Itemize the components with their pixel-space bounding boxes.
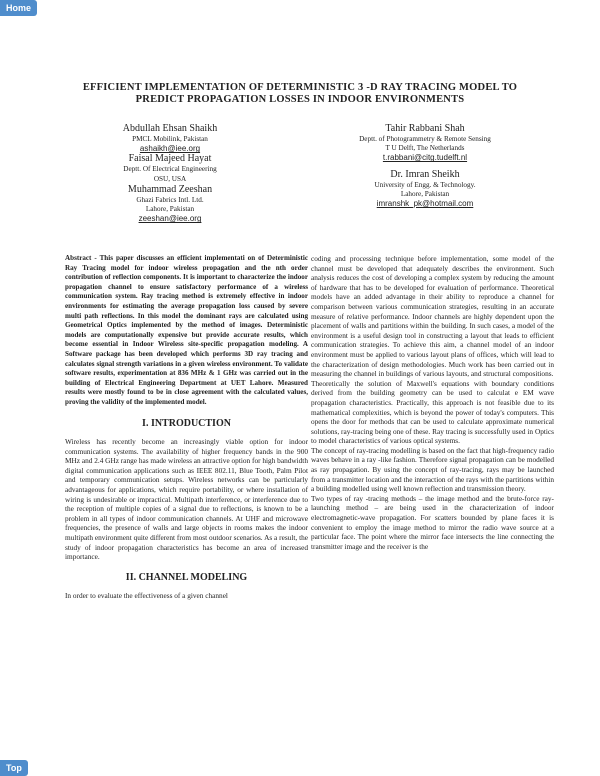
paper-title xyxy=(60,82,540,106)
body-paragraph: Theoretically the solution of Maxwell's equations with boundary conditions derived from the building geometry can be used to calculat e EM wave propagation characteristics. Practically, this approach is not feasible due to its mathematical complexities, which is beyond the power of today's computers. This opens the door for methods that can be used to calculate approximate numerical solutions, ray-tracing being one of these. Ray tracing is successfully used in Optics to model characteristics of various optical systems. xyxy=(311,378,554,446)
right-column xyxy=(311,254,554,551)
channel-modeling-text: In order to evaluate the effectiveness of a given channel xyxy=(65,591,228,601)
author-affiliation: Ghazi Fabrics Intl. Ltd. xyxy=(136,195,204,204)
author-affiliation: Deptt. of Photogrammetry & Remote Sensing xyxy=(359,135,491,143)
author-affiliation: Lahore, Pakistan xyxy=(145,205,195,214)
title-line-1: EFFICIENT IMPLEMENTATION OF DETERMINISTIC 3 -D RAY TRACING MODEL TO xyxy=(82,82,518,93)
abstract: Abstract - This paper discusses an efficient implementati on of Deterministic Ray Tracing model for indoor wireless propagation and the nth order contribution of reflection components. It is important to characterize the indoor propagation channel to ensure satisfactory performance of a wireless communication system. Ray tracing method is extremely effective in indoor environments for estimating the average propagation loss caused by severe multi path reflections. In this model the dominant rays are calculated using Geometrical Optics implemented by the method of images. Deterministic models are computationally expensive but provide accurate results, which become essential in Indoor Wireless site-specific propagation modeling. A Software package has been developed which performs 3D ray tracing and calculates signal strength variations in a given wireless environment. To validate software results, experimentation at 836 MHz & 1 GHz was carried out in the building of Electrical Engineering Department at UET Lahore. Measured results were mostly found to be in close agreement with the calculated values, proving the validity of the implemented model. xyxy=(65,254,308,406)
home-button[interactable]: Home xyxy=(0,0,37,16)
section-heading-introduction: I. INTRODUCTION xyxy=(142,417,231,429)
author-affiliation: Lahore, Pakistan xyxy=(400,189,450,198)
body-paragraph: Two types of ray -tracing methods – the image method and the brute-force ray-launching method – are being used in the characterization of indoor electromagnetic-wave propagation. For scatters bounded by plane faces it is convenient to employ the image method to mirror the radio wave source at a particular face. The point where the mirror face intersects the line connecting the transmitter image and the receiver is the xyxy=(311,493,554,551)
author-name: Tahir Rabbani Shah xyxy=(385,123,465,134)
author-name: Faisal Majeed Hayat xyxy=(128,153,212,165)
section-heading-channel-modeling: II. CHANNEL MODELING xyxy=(125,571,248,583)
author-name: Dr. Imran Sheikh xyxy=(390,168,460,180)
body-paragraph: coding and processing technique before implementation, some model of the channel must be developed that adequately describes the environment. Such analysis reduces the cost of developing a complex system by reducing the amount of hardware that has to be developed for evaluation of performance. Theoretical models have an added advantage in their ability to reproduce a channel for comparison between various communication strategies, resulting in an accurate measure of relative performance. Indoor channels are highly dependent upon the placement of walls and partitions within the building. In such cases, a model of the environment is a useful design tool in constructing a layout that leads to efficient communication strategies. To achieve this aim, a channel model of an indoor environment must be applied to various layout plans of offices, which will lead to the characterization of design methodologies. Much work has been carried out in measuring the channel in buildings of various layouts, and structural compositions. xyxy=(311,254,554,379)
author-email[interactable]: ashaikh@iee.org xyxy=(139,144,201,154)
title-line-2: PREDICT PROPAGATION LOSSES IN INDOOR ENVIRONMENTS xyxy=(135,94,465,105)
author-affiliation: OSU, USA xyxy=(153,174,187,183)
author-email[interactable]: imranshk_pk@hotmail.com xyxy=(376,199,474,209)
body-paragraph: The concept of ray-tracing modelling is based on the fact that high-frequency radio waves behave in a ray -like fashion. Therefore signal propagation can be modelled as ray propagation. By using the concept of ray-tracing, rays may be launched from a transmitter location and the interaction of the rays with the partitions within a building modelled using well known reflection and transmission theory. xyxy=(311,445,554,494)
introduction-text: Wireless has recently become an increasingly viable option for indoor communication systems. The availability of higher frequency bands in the 900 MHz and 2.4 GHz range has made wireless an attractive option for high bandwidth digital communication applications such as IEEE 802.11, Blue Tooth, Palm Pilot and temporary communication setups. Wireless networks can be particularly advantageous for applications, which require portability, or where installation of wiring is undesirable or impractical. Multipath interference, or interference due to the reception of multiple copies of a signal due to reflections, is known to be a problem in all types of indoor communication channels. At UHF and microwave frequencies, the presence of walls and large objects in rooms makes the indoor multipath environment quite different from most outdoor scenarios. As a result, the study of indoor propagation characteristics has become an area of increased importance. xyxy=(65,437,308,562)
left-column xyxy=(65,254,308,601)
top-button[interactable]: Top xyxy=(0,760,28,776)
author-affiliation: Deptt. Of Electrical Engineering xyxy=(123,165,217,174)
author-block-left xyxy=(85,123,255,223)
author-name: Abdullah Ehsan Shaikh xyxy=(122,123,218,134)
author-email[interactable]: t.rabbani@citg.tudelft.nl xyxy=(382,153,468,163)
author-affiliation: PMCL Mobilink, Pakistan xyxy=(132,135,208,143)
author-affiliation: T U Delft, The Netherlands xyxy=(385,144,465,153)
author-affiliation: University of Engg. & Technology. xyxy=(374,180,476,189)
author-email[interactable]: zeeshan@iee.org xyxy=(138,214,202,224)
author-block-right xyxy=(330,123,520,208)
author-name: Muhammad Zeeshan xyxy=(127,183,213,195)
